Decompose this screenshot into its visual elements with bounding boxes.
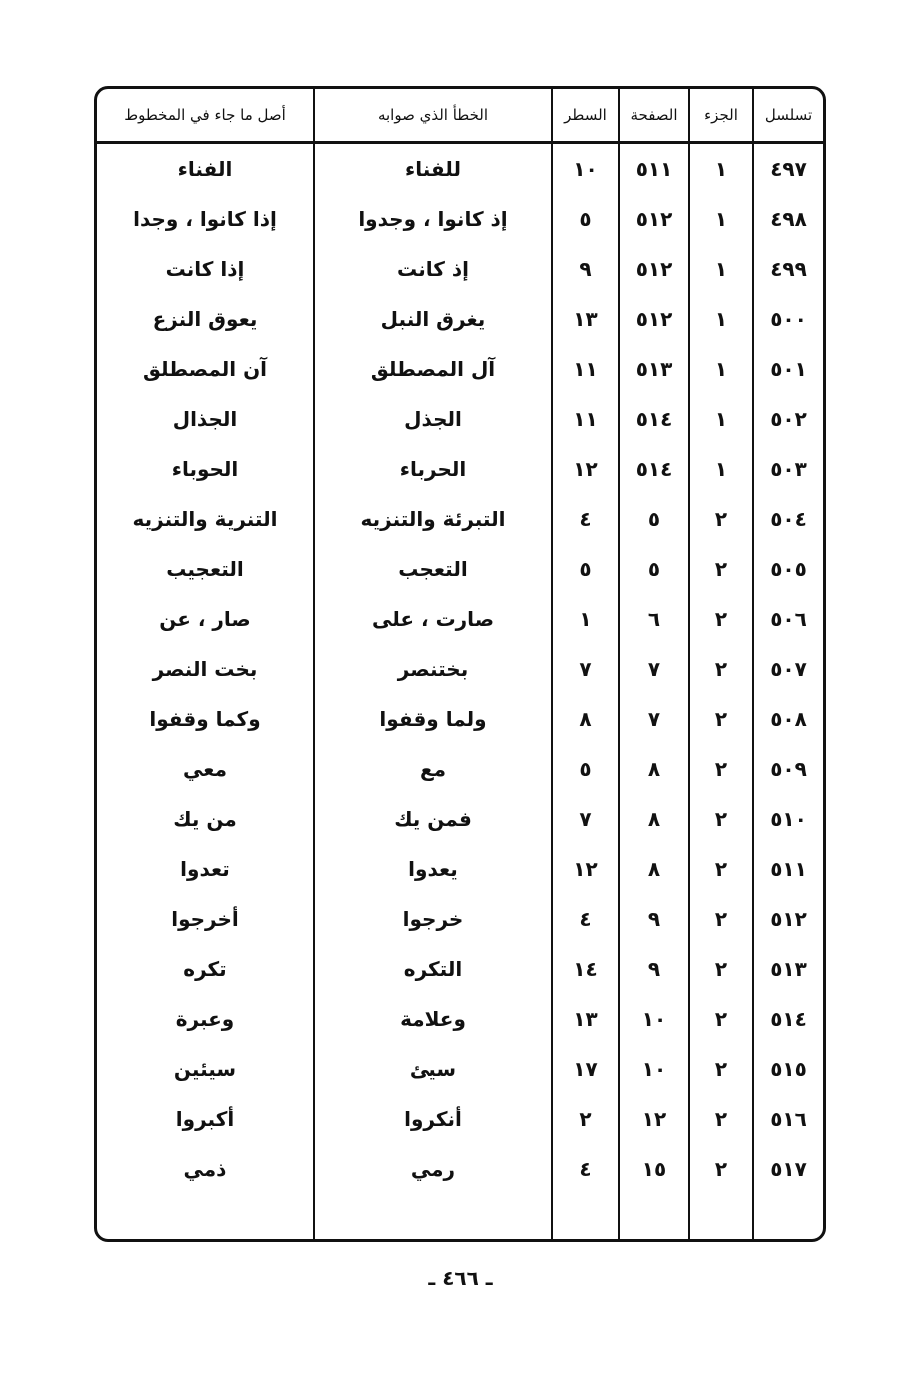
table-row <box>97 1144 823 1194</box>
cell-sequence: ٥١٠ <box>753 794 823 844</box>
table-body <box>97 143 823 1240</box>
table-spacer-row <box>97 1194 823 1239</box>
cell-page: ٥١٤ <box>619 444 689 494</box>
cell-sequence: ٥١٥ <box>753 1044 823 1094</box>
cell-line: ٤ <box>552 894 619 944</box>
cell-page: ٥١٢ <box>619 194 689 244</box>
cell-part: ٢ <box>689 894 753 944</box>
cell-sequence: ٥١٦ <box>753 1094 823 1144</box>
table-row <box>97 544 823 594</box>
cell-line: ١١ <box>552 394 619 444</box>
cell-original: الجذال <box>172 407 238 431</box>
cell-line: ٥ <box>552 194 619 244</box>
cell-page: ٧ <box>619 644 689 694</box>
cell-sequence: ٥٠٢ <box>753 394 823 444</box>
errata-table-frame <box>94 86 826 1242</box>
cell-correction: آل المصطلق <box>314 344 552 394</box>
cell-page: ٥١٢ <box>619 244 689 294</box>
cell-original: التنرية والتنزيه <box>132 507 278 531</box>
cell-line: ١١ <box>552 344 619 394</box>
cell-line: ١٧ <box>552 1044 619 1094</box>
cell-correction: فمن يك <box>314 794 552 844</box>
cell-sequence: ٥١٧ <box>753 1144 823 1194</box>
table-row <box>97 594 823 644</box>
cell-part: ٢ <box>689 1094 753 1144</box>
cell-correction: مع <box>314 744 552 794</box>
cell-part: ٢ <box>689 844 753 894</box>
cell-sequence: ٥١٣ <box>753 944 823 994</box>
cell-original: إذا كانت <box>165 257 245 281</box>
cell-page: ٦ <box>619 594 689 644</box>
cell-page: ١٢ <box>619 1094 689 1144</box>
header-line: السطر <box>552 89 619 143</box>
cell-part: ١ <box>689 294 753 344</box>
cell-page: ١٠ <box>619 994 689 1044</box>
table-row <box>97 143 823 195</box>
cell-line: ١٢ <box>552 444 619 494</box>
cell-page: ١٥ <box>619 1144 689 1194</box>
cell-correction: وعلامة <box>314 994 552 1044</box>
cell-sequence: ٤٩٧ <box>753 143 823 195</box>
cell-page: ٩ <box>619 894 689 944</box>
cell-correction: التعجب <box>314 544 552 594</box>
table-row <box>97 744 823 794</box>
table-row <box>97 844 823 894</box>
cell-page: ٥١٤ <box>619 394 689 444</box>
header-part: الجزء <box>689 89 753 143</box>
cell-part: ١ <box>689 344 753 394</box>
cell-correction: صارت ، على <box>314 594 552 644</box>
cell-sequence: ٥٠٨ <box>753 694 823 744</box>
cell-sequence: ٥٠٣ <box>753 444 823 494</box>
cell-correction: للفناء <box>314 143 552 195</box>
cell-sequence: ٥٠٤ <box>753 494 823 544</box>
cell-part: ٢ <box>689 544 753 594</box>
cell-sequence: ٤٩٨ <box>753 194 823 244</box>
table-row <box>97 994 823 1044</box>
cell-original: التعجيب <box>166 557 244 581</box>
cell-sequence: ٥١١ <box>753 844 823 894</box>
cell-part: ١ <box>689 143 753 195</box>
table-row <box>97 244 823 294</box>
errata-table <box>97 89 823 1239</box>
cell-correction: يعدوا <box>314 844 552 894</box>
table-row <box>97 1094 823 1144</box>
cell-line: ١٣ <box>552 994 619 1044</box>
cell-page: ٥ <box>619 544 689 594</box>
cell-line: ٥ <box>552 744 619 794</box>
cell-original: تكره <box>183 957 227 981</box>
cell-line: ٥ <box>552 544 619 594</box>
cell-correction: أنكروا <box>314 1094 552 1144</box>
cell-page: ١٠ <box>619 1044 689 1094</box>
cell-original: ذمي <box>183 1157 227 1181</box>
cell-part: ٢ <box>689 694 753 744</box>
cell-original: معي <box>183 757 227 781</box>
cell-original: آن المصطلق <box>142 357 268 381</box>
spacer-cell <box>314 1194 552 1239</box>
cell-part: ١ <box>689 194 753 244</box>
cell-page: ٥١٣ <box>619 344 689 394</box>
cell-correction: التكره <box>314 944 552 994</box>
cell-part: ٢ <box>689 794 753 844</box>
cell-page: ٧ <box>619 694 689 744</box>
header-original: أصل ما جاء في المخطوط <box>97 89 314 143</box>
cell-correction: بختنصر <box>314 644 552 694</box>
cell-original: وكما وقفوا <box>149 707 261 731</box>
table-row <box>97 294 823 344</box>
cell-sequence: ٥٠٦ <box>753 594 823 644</box>
table-row <box>97 344 823 394</box>
cell-correction: ولما وقفوا <box>314 694 552 744</box>
cell-original: أخرجوا <box>171 907 239 931</box>
cell-page: ٨ <box>619 744 689 794</box>
table-row <box>97 494 823 544</box>
cell-line: ٧ <box>552 794 619 844</box>
cell-sequence: ٥٠٧ <box>753 644 823 694</box>
cell-original: يعوق النزع <box>152 307 258 331</box>
cell-correction: الحرباء <box>314 444 552 494</box>
cell-correction: يغرق النبل <box>314 294 552 344</box>
cell-sequence: ٥٠٠ <box>753 294 823 344</box>
cell-page: ٥١٢ <box>619 294 689 344</box>
cell-part: ٢ <box>689 994 753 1044</box>
header-row <box>97 89 823 143</box>
spacer-cell <box>753 1194 823 1239</box>
cell-part: ٢ <box>689 1144 753 1194</box>
cell-page: ٥ <box>619 494 689 544</box>
cell-line: ٤ <box>552 494 619 544</box>
cell-part: ١ <box>689 244 753 294</box>
table-row <box>97 694 823 744</box>
cell-sequence: ٥٠٩ <box>753 744 823 794</box>
header-correction: الخطأ الذي صوابه <box>314 89 552 143</box>
cell-page: ٨ <box>619 844 689 894</box>
cell-line: ١٤ <box>552 944 619 994</box>
cell-line: ٨ <box>552 694 619 744</box>
cell-part: ٢ <box>689 594 753 644</box>
cell-correction: التبرئة والتنزيه <box>314 494 552 544</box>
cell-page: ٨ <box>619 794 689 844</box>
cell-original: بخت النصر <box>152 657 258 681</box>
cell-part: ١ <box>689 394 753 444</box>
spacer-cell <box>689 1194 753 1239</box>
cell-line: ٢ <box>552 1094 619 1144</box>
table-row <box>97 894 823 944</box>
header-sequence: تسلسل <box>753 89 823 143</box>
cell-correction: إذ كانت <box>314 244 552 294</box>
cell-original: إذا كانوا ، وجدا <box>133 207 277 231</box>
cell-part: ٢ <box>689 944 753 994</box>
cell-line: ١٠ <box>552 143 619 195</box>
cell-original: صار ، عن <box>159 607 251 631</box>
cell-original: الفناء <box>177 157 233 181</box>
cell-sequence: ٥١٢ <box>753 894 823 944</box>
header-page: الصفحة <box>619 89 689 143</box>
table-row <box>97 644 823 694</box>
cell-original: من يك <box>173 807 237 831</box>
spacer-cell <box>619 1194 689 1239</box>
table-row <box>97 444 823 494</box>
cell-original: أكبروا <box>175 1107 235 1131</box>
cell-line: ١ <box>552 594 619 644</box>
cell-correction: سيئ <box>314 1044 552 1094</box>
cell-sequence: ٥٠١ <box>753 344 823 394</box>
cell-part: ٢ <box>689 1044 753 1094</box>
table-row <box>97 794 823 844</box>
spacer-cell <box>97 1194 314 1239</box>
cell-correction: خرجوا <box>314 894 552 944</box>
cell-original: الحوباء <box>171 457 239 481</box>
cell-original: سيئين <box>173 1057 237 1081</box>
cell-line: ٧ <box>552 644 619 694</box>
cell-correction: إذ كانوا ، وجدوا <box>314 194 552 244</box>
cell-line: ١٢ <box>552 844 619 894</box>
cell-original: وعبرة <box>175 1007 235 1031</box>
cell-part: ٢ <box>689 494 753 544</box>
cell-page: ٥١١ <box>619 143 689 195</box>
spacer-cell <box>552 1194 619 1239</box>
cell-line: ٤ <box>552 1144 619 1194</box>
cell-page: ٩ <box>619 944 689 994</box>
cell-part: ٢ <box>689 744 753 794</box>
cell-original: تعدوا <box>180 857 230 881</box>
cell-line: ١٣ <box>552 294 619 344</box>
table-row <box>97 194 823 244</box>
table-row <box>97 1044 823 1094</box>
table-row <box>97 394 823 444</box>
cell-correction: رمي <box>314 1144 552 1194</box>
table-row <box>97 944 823 994</box>
cell-part: ١ <box>689 444 753 494</box>
cell-sequence: ٤٩٩ <box>753 244 823 294</box>
cell-line: ٩ <box>552 244 619 294</box>
page-number: ـ ٤٦٦ ـ <box>428 1266 493 1290</box>
cell-correction: الجذل <box>314 394 552 444</box>
cell-part: ٢ <box>689 644 753 694</box>
cell-sequence: ٥٠٥ <box>753 544 823 594</box>
cell-sequence: ٥١٤ <box>753 994 823 1044</box>
